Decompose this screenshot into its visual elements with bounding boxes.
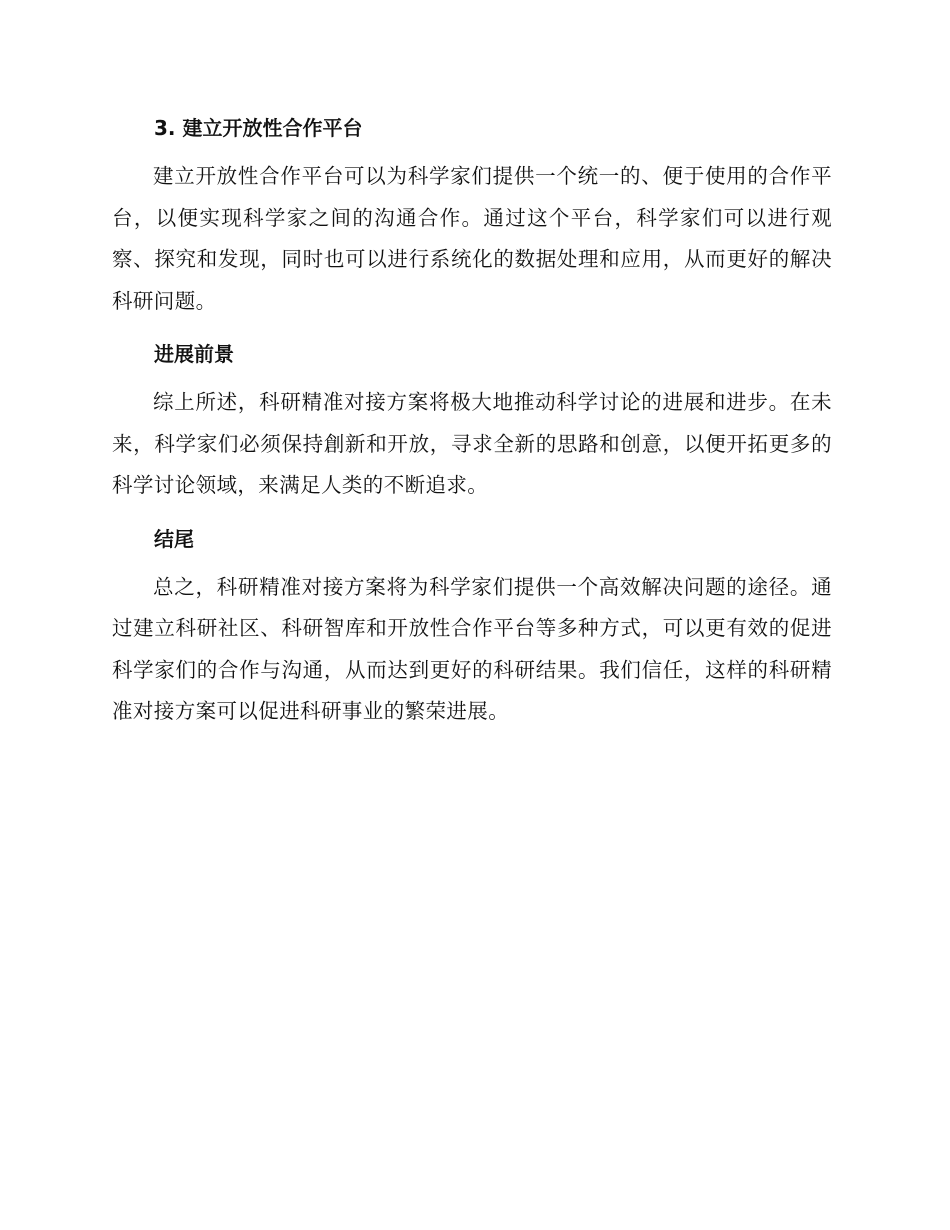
section-paragraph-conclusion: 总之，科研精准对接方案将为科学家们提供一个高效解决问题的途径。通过建立科研社区、科研智库和开放性合作平台等多种方式，可以更有效的促进科学家们的合作与沟通，从而达到更好的科研结果。我们信任，这样的科研精准对接方案可以促进科研事业的繁荣进展。 [112,574,832,723]
section-heading-open-platform: 3. 建立开放性合作平台 [154,116,363,140]
section-paragraph-open-platform: 建立开放性合作平台可以为科学家们提供一个统一的、便于使用的合作平台，以便实现科学家之间的沟通合作。通过这个平台，科学家们可以进行观察、探究和发现，同时也可以进行系统化的数据处理和应用，从而更好的解决科研问题。 [112,164,832,313]
section-paragraph-prospects: 综上所述，科研精准对接方案将极大地推动科学讨论的进展和进步。在未来，科学家们必须保持創新和开放，寻求全新的思路和创意，以便开拓更多的科学讨论领域，来满足人类的不断追求。 [112,390,832,497]
section-heading-prospects: 进展前景 [154,342,234,366]
document-body [112,108,832,745]
section-heading-conclusion: 结尾 [154,526,194,551]
